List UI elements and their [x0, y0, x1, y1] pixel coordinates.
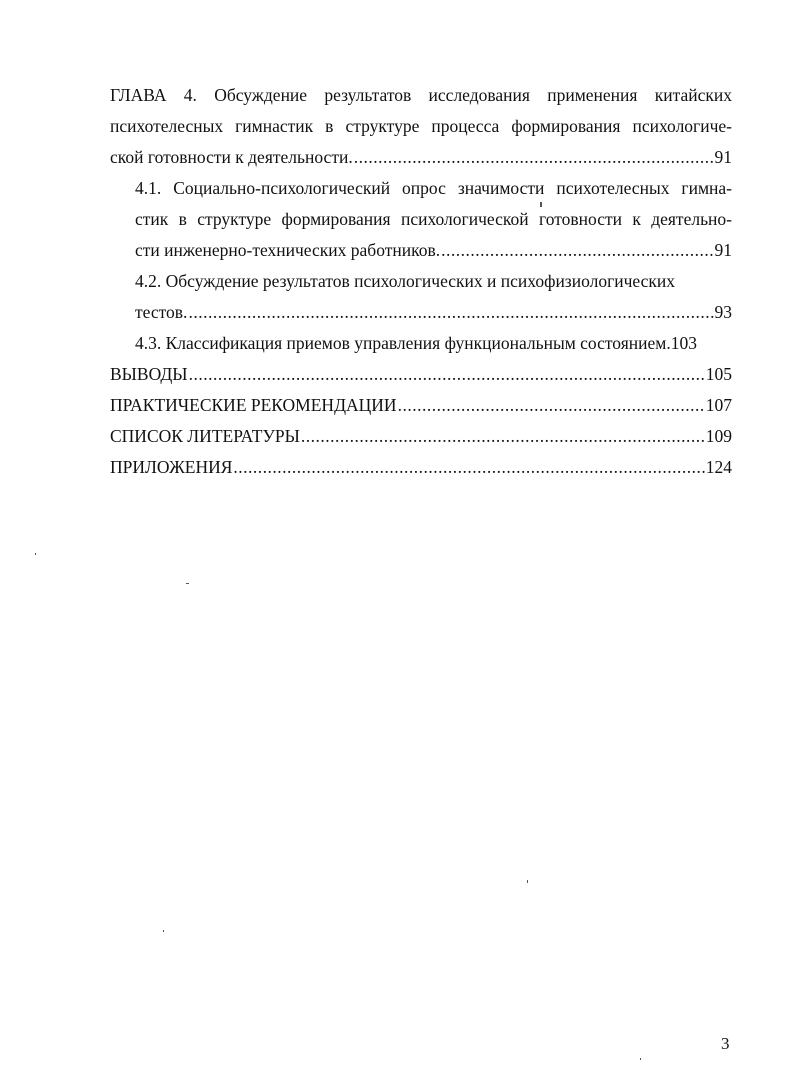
table-of-contents	[110, 80, 732, 483]
dot-leader	[354, 142, 714, 173]
toc-s41-line3	[110, 235, 732, 266]
toc-s43-page: 103	[670, 333, 697, 353]
scan-speck	[186, 583, 189, 584]
toc-chapter4-text-1: ГЛАВА 4. Обсуждение результатов исследования применения китайских	[110, 85, 732, 105]
page-number: 3	[721, 1034, 730, 1053]
scan-speck	[527, 880, 528, 883]
toc-recommendations-text: ПРАКТИЧЕСКИЕ РЕКОМЕНДАЦИИ	[110, 395, 397, 415]
toc-s42-text-2: тестов.	[135, 302, 188, 322]
dot-leader	[233, 452, 704, 483]
dot-leader	[188, 297, 713, 328]
toc-conclusions	[110, 359, 732, 390]
toc-recommendations	[110, 390, 732, 421]
toc-s41-line1	[110, 173, 732, 204]
scan-speck	[540, 202, 542, 207]
toc-references-page: 109	[705, 426, 732, 446]
toc-chapter4-line3	[110, 142, 732, 173]
toc-s43-text: 4.3. Классификация приемов управления функциональным состоянием.	[135, 333, 671, 353]
toc-s42-page: 93	[714, 302, 732, 322]
toc-chapter4-page: 91	[714, 147, 732, 167]
toc-s42-text-1: 4.2. Обсуждение результатов психологических и психофизиологических	[135, 271, 676, 291]
toc-appendices	[110, 452, 732, 483]
toc-appendices-text: ПРИЛОЖЕНИЯ	[110, 457, 233, 477]
toc-chapter4-text-3: ской готовности к деятельности.	[110, 147, 353, 167]
toc-s41-text-1: 4.1. Социально-психологический опрос значимости психотелесных гимна-	[135, 178, 732, 198]
toc-s41-page: 91	[714, 240, 732, 260]
toc-references-text: СПИСОК ЛИТЕРАТУРЫ	[110, 426, 300, 446]
toc-appendices-page: 124	[705, 457, 732, 477]
toc-s41-line2	[110, 204, 732, 235]
scan-speck	[163, 930, 164, 932]
dot-leader	[189, 359, 705, 390]
toc-chapter4-line2	[110, 111, 732, 142]
toc-recommendations-page: 107	[705, 395, 732, 415]
toc-references	[110, 421, 732, 452]
scan-speck	[640, 1058, 641, 1060]
toc-chapter4-text-2: психотелесных гимнастик в структуре процесса формирования психологиче-	[110, 116, 732, 136]
toc-conclusions-text: ВЫВОДЫ	[110, 364, 188, 384]
dot-leader	[441, 235, 713, 266]
dot-leader	[398, 390, 705, 421]
toc-chapter4-line1	[110, 80, 732, 111]
scan-speck	[35, 553, 36, 555]
toc-s42-line1	[110, 266, 732, 297]
toc-s43-line	[110, 328, 732, 359]
toc-s41-text-3: сти инженерно-технических работников.	[135, 240, 441, 260]
dot-leader	[301, 421, 705, 452]
toc-s41-text-2: стик в структуре формирования психологической готовности к деятельно-	[135, 209, 732, 229]
toc-conclusions-page: 105	[705, 364, 732, 384]
toc-s42-line2	[110, 297, 732, 328]
